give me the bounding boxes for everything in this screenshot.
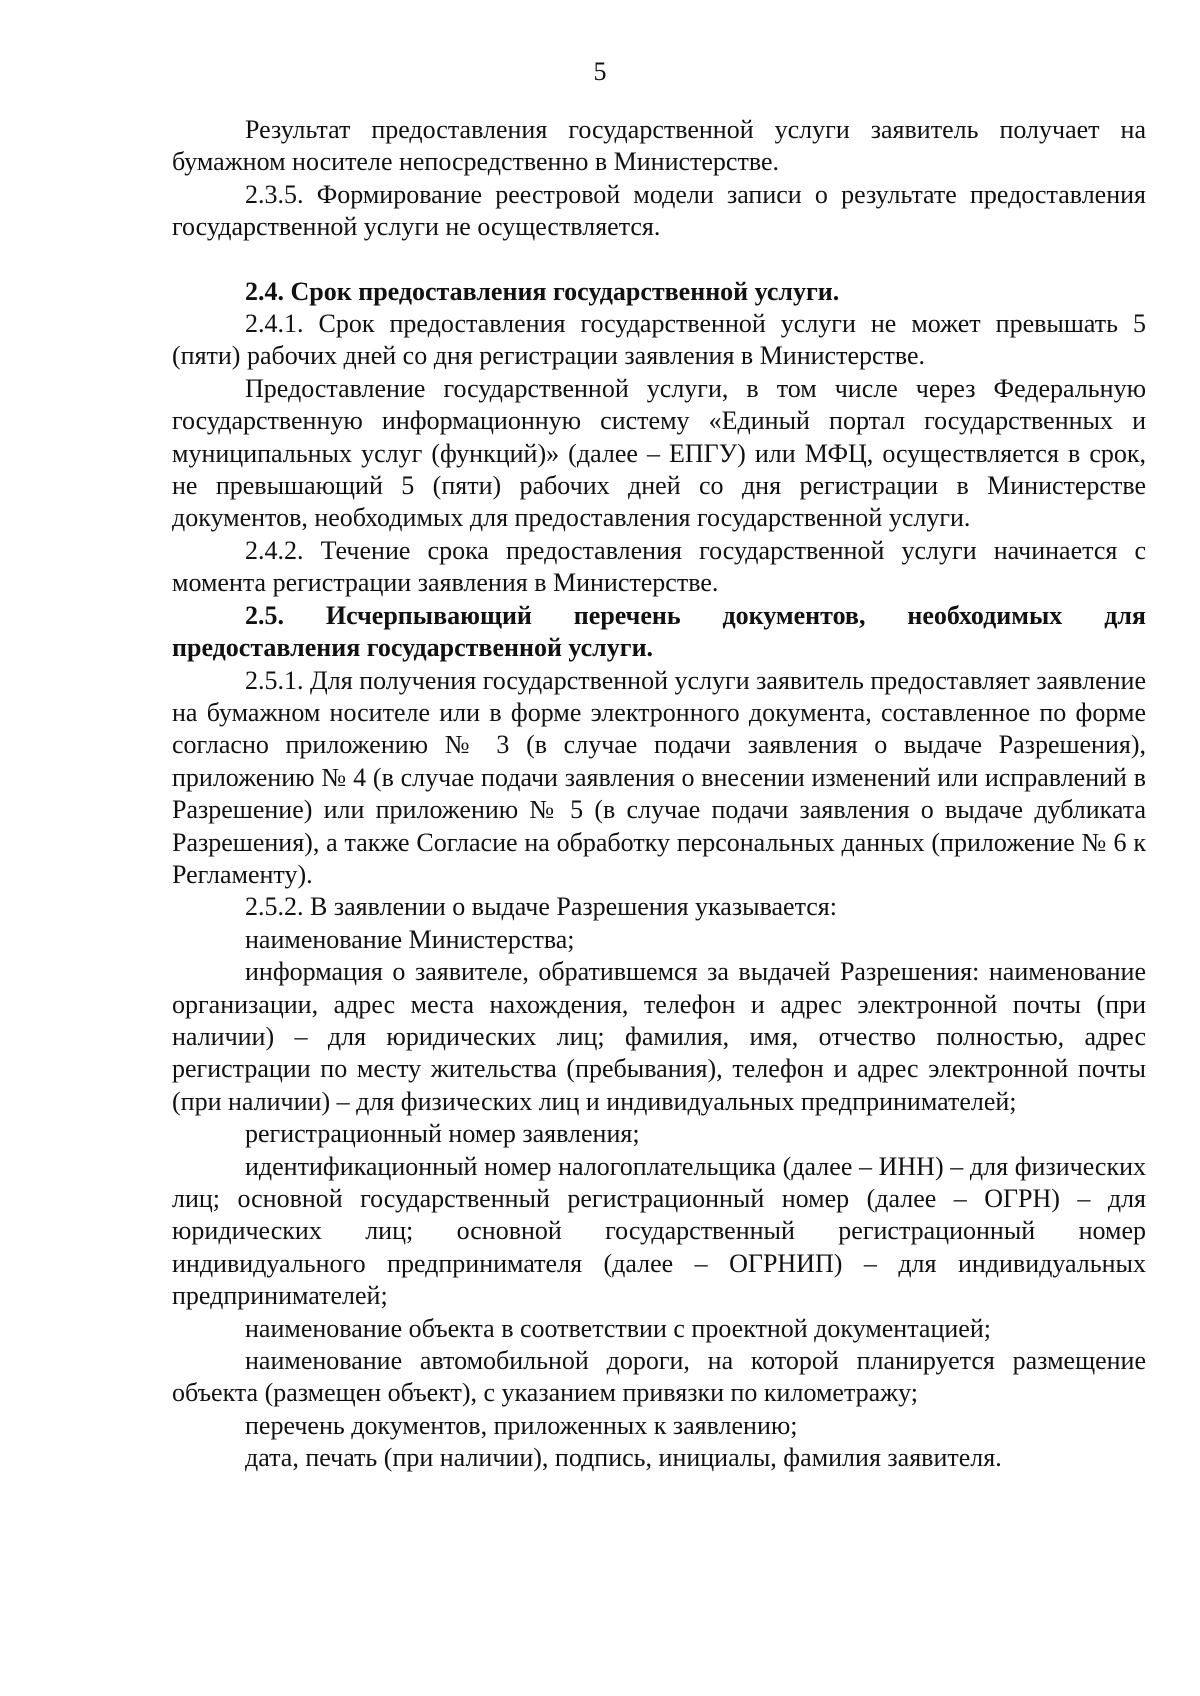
paragraph-2-4-2: 2.4.2. Течение срока предоставления государственной услуги начинается с момента регистрации заявления в Министерстве. [172,535,1146,598]
paragraph-2-3-5: 2.3.5. Формирование реестровой модели записи о результате предоставления государственной услуги не осуществляется. [172,179,1146,242]
paragraph-result-receipt: Результат предоставления государственной услуги заявитель получает на бумажном носителе непосредственно в Министерстве. [172,115,1146,177]
page-number: 5 [593,57,607,86]
document-body [172,114,1146,1475]
list-item-road-name: наименование автомобильной дороги, на которой планируется размещение объекта (размещен объект), с указанием привязки по километражу; [172,1346,1146,1408]
list-item-ministry-name: наименование Министерства; [245,924,575,954]
list-item-tax-ids: идентификационный номер налогоплательщика (далее – ИНН) – для физических лиц; основной государственный регистрационный номер (далее – ОГРН) – для юридических лиц; основной государственный регистрационный номер индивидуального предпринимателя (далее – ОГРНИП) – для индивидуальных предпринимателей; [172,1151,1146,1311]
list-item-documents-list: перечень документов, приложенных к заявлению; [245,1410,798,1440]
paragraph-2-4-1: 2.4.1. Срок предоставления государственной услуги не может превышать 5 (пяти) рабочих дней со дня регистрации заявления в Министерстве. [172,309,1146,371]
section-heading-2-4: 2.4. Срок предоставления государственной услуги. [245,276,840,306]
paragraph-epgu-term: Предоставление государственной услуги, в том числе через Федеральную государственную информационную систему «Единый портал государственных и муниципальных услуг (функций)» (далее – ЕПГУ) или МФЦ, осуществляется в срок, не превышающий 5 (пяти) рабочих дней со дня регистрации в Министерстве документов, необходимых для предоставления государственной услуги. [172,373,1146,533]
list-item-applicant-info: информация о заявителе, обратившемся за выдачей Разрешения: наименование организации, адрес места нахождения, телефон и адрес электронной почты (при наличии) – для юридических лиц; фамилия, имя, отчество полностью, адрес регистрации по месту жительства (пребывания), телефон и адрес электронной почты (при наличии) – для физических лиц и индивидуальных предпринимателей; [172,957,1146,1116]
paragraph-2-5-1: 2.5.1. Для получения государственной услуги заявитель предоставляет заявление на бумажном носителе или в форме электронного документа, составленное по форме согласно приложению № 3 (в случае подачи заявления о выдаче Разрешения), приложению № 4 (в случае подачи заявления о внесении изменений или исправлений в Разрешение) или приложению № 5 (в случае подачи заявления о выдаче дубликата Разрешения), а также Согласие на обработку персональных данных (приложение № 6 к Регламенту). [172,665,1146,889]
list-item-signature: дата, печать (при наличии), подпись, инициалы, фамилия заявителя. [245,1443,1002,1473]
list-item-registration-number: регистрационный номер заявления; [245,1119,640,1149]
section-heading-2-5: 2.5. Исчерпывающий перечень документов, необходимых для предоставления государственной услуги. [172,600,1146,663]
paragraph-2-5-2: 2.5.2. В заявлении о выдаче Разрешения указывается: [245,892,837,922]
list-item-object-name: наименование объекта в соответствии с проектной документацией; [245,1313,991,1343]
